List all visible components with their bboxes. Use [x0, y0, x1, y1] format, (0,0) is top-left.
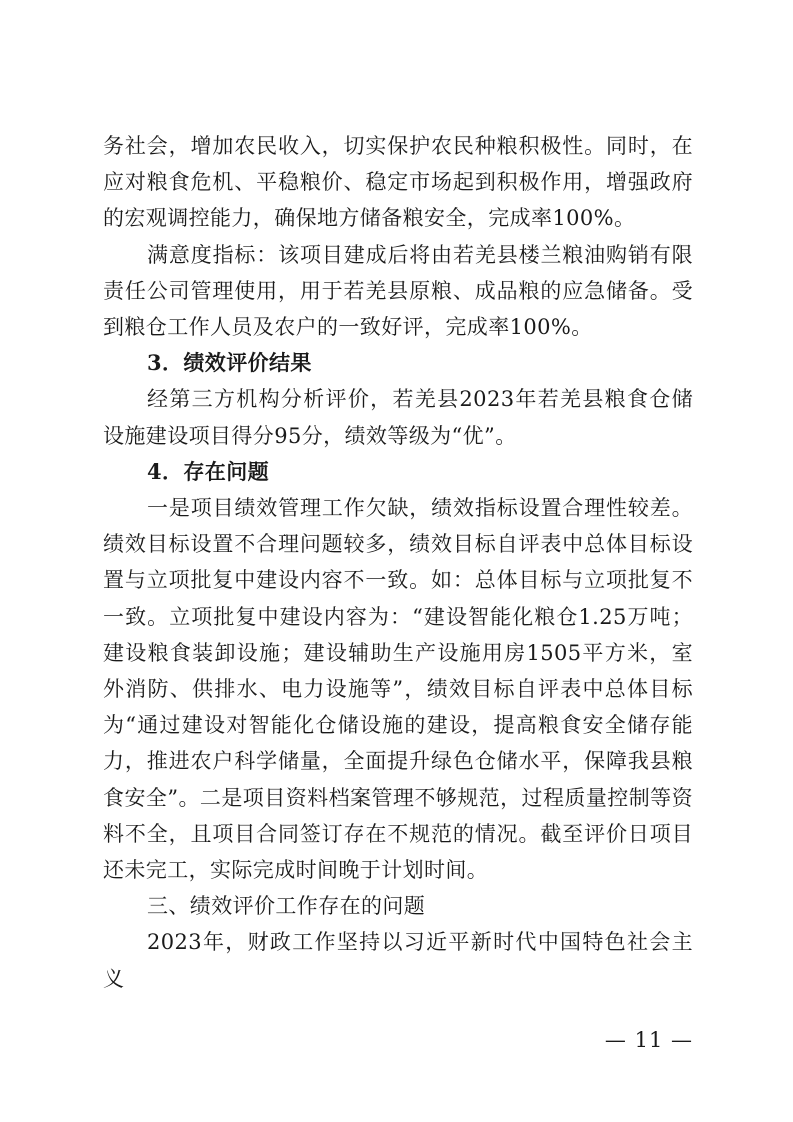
- paragraph-outcome-continuation: 务社会，增加农民收入，切实保护农民种粮积极性。同时，在应对粮食危机、平稳粮价、稳定市场起到积极作用，增强政府的宏观调控能力，确保地方储备粮安全，完成率100%。: [103, 134, 693, 231]
- paragraph-existing-problems: 一是项目绩效管理工作欠缺，绩效指标设置合理性较差。绩效目标设置不合理问题较多，绩效目标自评表中总体目标设置与立项批复中建设内容不一致。如：总体目标与立项批复不一致。立项批复中建设内容为：“建设智能化粮仓1.25万吨；建设粮食装卸设施；建设辅助生产设施用房1505平方米，室外消防、供排水、电力设施等”，绩效目标自评表中总体目标为“通过建设对智能化仓储设施的建设，提高粮食安全储存能力，推进农户科学储量，全面提升绿色仓储水平，保障我县粮食安全”。二是项目资料档案管理不够规范，过程质量控制等资料不全，且项目合同签订存在不规范的情况。截至评价日项目还未完工，实际完成时间晚于计划时间。: [103, 496, 693, 883]
- paragraph-evaluation-result: 经第三方机构分析评价，若羌县2023年若羌县粮食仓储设施建设项目得分95分，绩效等级为“优”。: [103, 387, 693, 448]
- paragraph-satisfaction-indicator: 满意度指标：该项目建成后将由若羌县楼兰粮油购销有限责任公司管理使用，用于若羌县原粮、成品粮的应急储备。受到粮仓工作人员及农户的一致好评，完成率100%。: [103, 242, 693, 340]
- page-number: — 11 —: [604, 1028, 693, 1052]
- heading-section-three: 三、绩效评价工作存在的问题: [147, 894, 426, 919]
- heading-evaluation-result: 3．绩效评价结果: [147, 350, 312, 376]
- paragraph-section-three-start: 2023年，财政工作坚持以习近平新时代中国特色社会主义: [103, 930, 693, 991]
- heading-existing-problems: 4．存在问题: [147, 458, 270, 484]
- document-page: [103, 128, 693, 997]
